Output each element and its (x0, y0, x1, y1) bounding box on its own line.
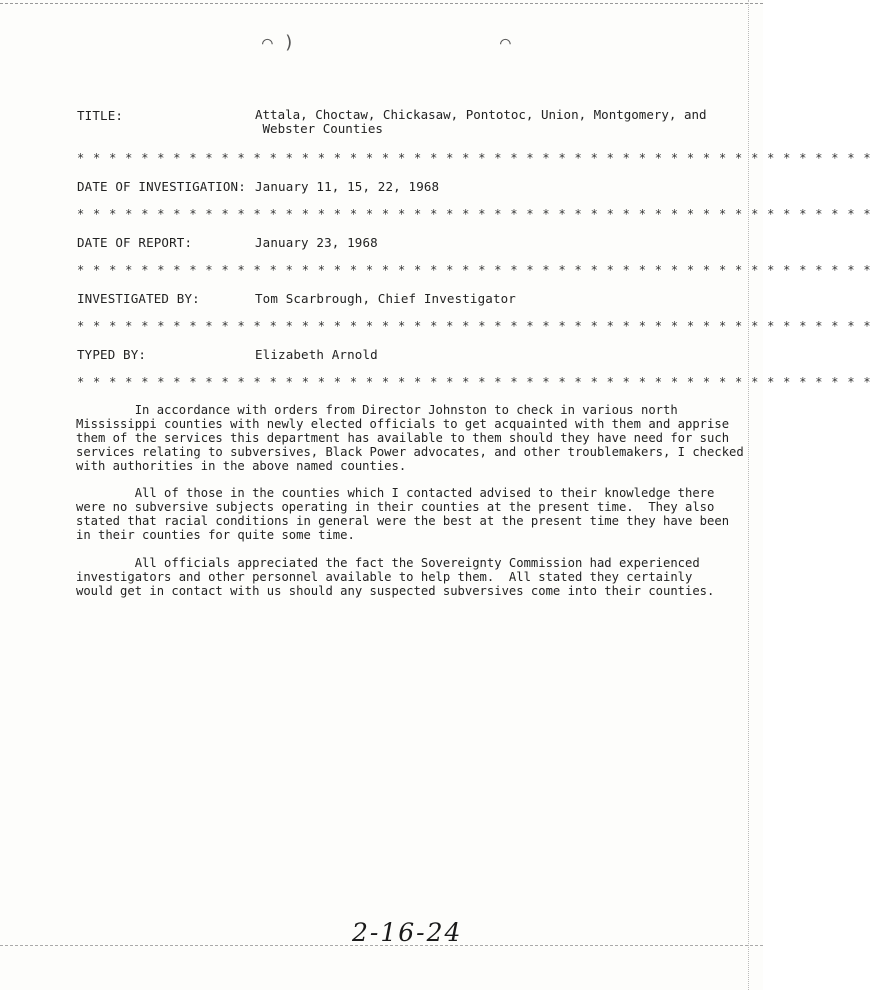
punch-hole-mark-left: ⌒ ) (262, 32, 295, 53)
separator-2: * * * * * * * * * * * * * * * * * * * * * * * * * * * * * * * * * * * * * * * * * * * * * * * * * * (77, 207, 871, 221)
separator-3: * * * * * * * * * * * * * * * * * * * * * * * * * * * * * * * * * * * * * * * * * * * * * * * * * * (77, 263, 871, 277)
title-label: TITLE: (77, 108, 124, 123)
date-investigation-label: DATE OF INVESTIGATION: (77, 179, 246, 194)
investigated-by-value: Tom Scarbrough, Chief Investigator (255, 291, 516, 306)
punch-hole-mark-right: ⌒ (500, 32, 511, 53)
investigated-by-label: INVESTIGATED BY: (77, 291, 200, 306)
date-investigation-value: January 11, 15, 22, 1968 (255, 179, 440, 194)
typed-by-value: Elizabeth Arnold (255, 347, 378, 362)
date-report-value: January 23, 1968 (255, 235, 378, 250)
typed-by-label: TYPED BY: (77, 347, 147, 362)
body-paragraph-1: In accordance with orders from Director Johnston to check in various north Mississippi counties with newly elected officials to get acquainted with them and apprise them of the services this department has available to them should they have need for such services relating to subversives, Black Power advocates, and other troublemakers, I checked with authorities in the above named counties. (76, 403, 744, 473)
date-report-label: DATE OF REPORT: (77, 235, 193, 250)
title-value: Attala, Choctaw, Chickasaw, Pontotoc, Union, Montgomery, and Webster Counties (255, 107, 707, 136)
separator-1: * * * * * * * * * * * * * * * * * * * * * * * * * * * * * * * * * * * * * * * * * * * * * * * * * * (77, 151, 871, 165)
page-right-edge (748, 0, 749, 990)
separator-5: * * * * * * * * * * * * * * * * * * * * * * * * * * * * * * * * * * * * * * * * * * * * * * * * * * (77, 375, 871, 389)
separator-4: * * * * * * * * * * * * * * * * * * * * * * * * * * * * * * * * * * * * * * * * * * * * * * * * * * (77, 319, 871, 333)
handwritten-page-number: 2-16-24 (352, 918, 463, 947)
page-top-edge (0, 3, 763, 4)
body-paragraph-3: All officials appreciated the fact the Sovereignty Commission had experienced investigators and other personnel available to help them. All stated they certainly would get in contact with us should any suspected subversives come into their counties. (76, 556, 715, 598)
body-paragraph-2: All of those in the counties which I contacted advised to their knowledge there were no subversive subjects operating in their counties at the present time. They also stated that racial conditions in general were the best at the present time they have been in their counties for quite some time. (76, 486, 730, 542)
